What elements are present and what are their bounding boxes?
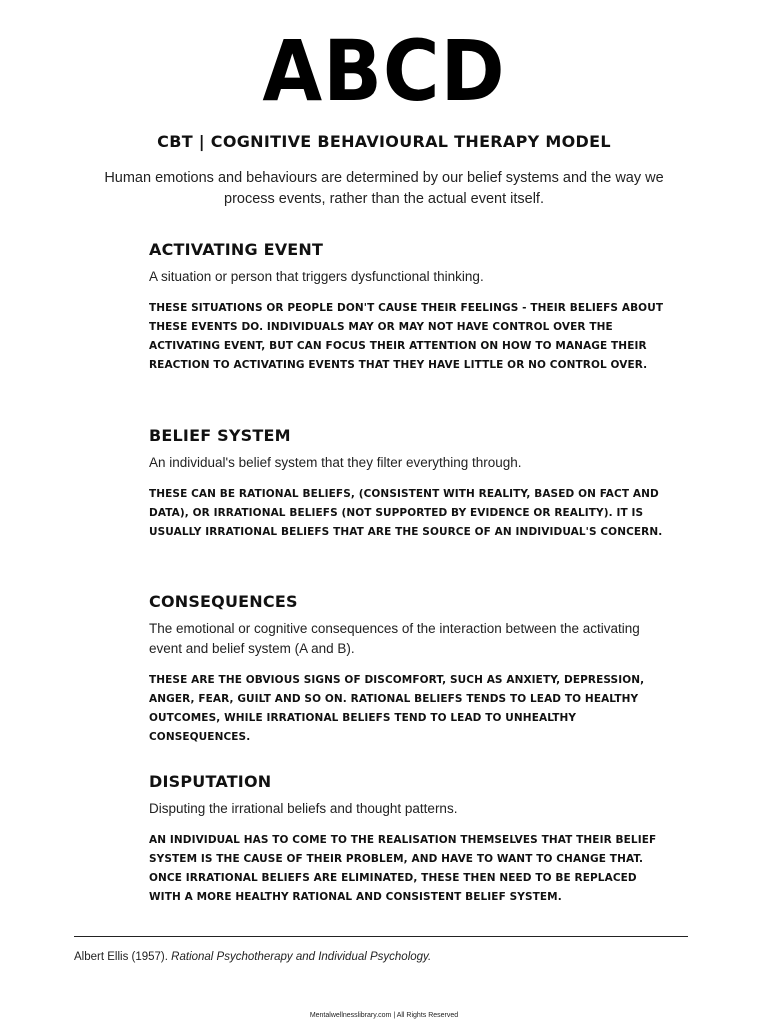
section-heading: BELIEF SYSTEM	[149, 426, 291, 445]
copyright-notice: Mentalwellnesslibrary.com | All Rights Reserved	[309, 1012, 459, 1019]
section-consequences	[149, 592, 669, 747]
page-title: ABCD	[262, 22, 506, 120]
intro-paragraph: Human emotions and behaviours are determined by our belief systems and the way we process events, rather than the actual event itself.	[104, 170, 664, 207]
section-note: AN INDIVIDUAL HAS TO COME TO THE REALISATION THEMSELVES THAT THEIR BELIEF SYSTEM IS THE CAUSE OF THEIR PROBLEM, AND HAVE TO WANT TO CHANGE THAT. ONCE IRRATIONAL BELIEFS ARE ELIMINATED, THESE THEN NEED TO BE REPLACED WITH A MORE HEALTHY RATIONAL AND CONSISTENT BELIEF SYSTEM.	[149, 834, 657, 903]
section-description: A situation or person that triggers dysfunctional thinking.	[149, 269, 484, 284]
section-note: THESE ARE THE OBVIOUS SIGNS OF DISCOMFORT, SUCH AS ANXIETY, DEPRESSION, ANGER, FEAR, GUILT AND SO ON. RATIONAL BELIEFS TENDS TO LEAD TO HEALTHY OUTCOMES, WHILE IRRATIONAL BELIEFS TEND TO LEAD TO UNHEALTHY CONSEQUENCES.	[149, 674, 645, 743]
section-note: THESE CAN BE RATIONAL BELIEFS, (CONSISTENT WITH REALITY, BASED ON FACT AND DATA), OR IRRATIONAL BELIEFS (NOT SUPPORTED BY EVIDENCE OR REALITY). IT IS USUALLY IRRATIONAL BELIEFS THAT ARE THE SOURCE OF AN INDIVIDUAL'S CONCERN.	[149, 488, 663, 538]
citation-title: Rational Psychotherapy and Individual Psychology.	[171, 951, 432, 963]
section-disputation	[149, 772, 669, 907]
citation	[74, 951, 431, 963]
footer-divider	[74, 936, 688, 937]
section-note: THESE SITUATIONS OR PEOPLE DON'T CAUSE THEIR FEELINGS - THEIR BELIEFS ABOUT THESE EVENTS DO. INDIVIDUALS MAY OR MAY NOT HAVE CONTROL OVER THE ACTIVATING EVENT, BUT CAN FOCUS THEIR ATTENTION ON HOW TO MANAGE THEIR REACTION TO ACTIVATING EVENTS THAT THEY HAVE LITTLE OR NO CONTROL OVER.	[149, 302, 664, 371]
citation-author: Albert Ellis (1957).	[74, 951, 168, 963]
section-heading: ACTIVATING EVENT	[149, 240, 324, 259]
section-heading: DISPUTATION	[149, 772, 272, 791]
section-activating-event	[149, 240, 669, 375]
section-heading: CONSEQUENCES	[149, 592, 298, 611]
section-description: An individual's belief system that they filter everything through.	[149, 455, 522, 470]
section-belief-system	[149, 426, 669, 542]
page-subtitle: CBT | COGNITIVE BEHAVIOURAL THERAPY MODEL	[157, 132, 611, 151]
section-description: Disputing the irrational beliefs and thought patterns.	[149, 801, 458, 816]
section-description: The emotional or cognitive consequences of the interaction between the activating event and belief system (A and B).	[149, 621, 640, 656]
